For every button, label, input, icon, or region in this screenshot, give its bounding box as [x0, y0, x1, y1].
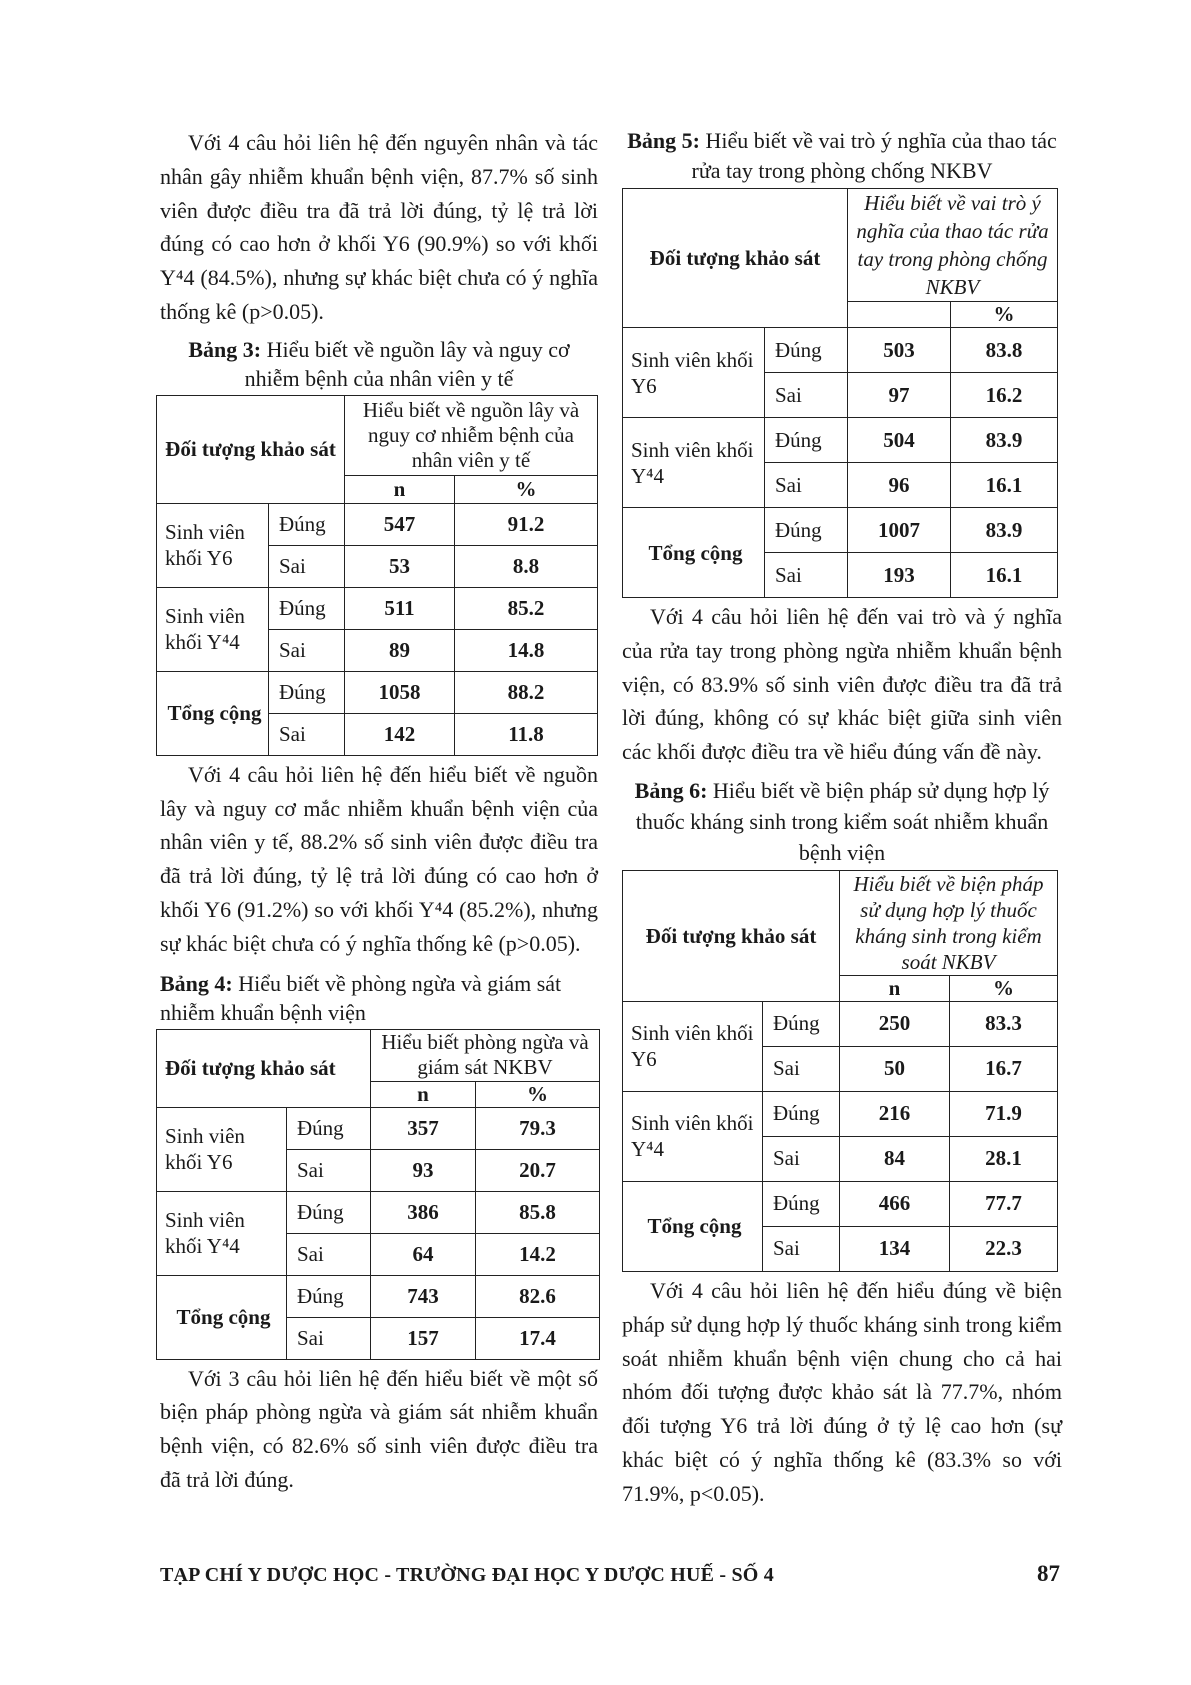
table4-n: 64 [371, 1233, 476, 1275]
table3-pct: 91.2 [455, 503, 598, 545]
table5-sub: Sai [765, 553, 848, 598]
table4-n: 157 [371, 1317, 476, 1359]
table4-n: 743 [371, 1275, 476, 1317]
table5-title: Hiểu biết về vai trò ý nghĩa của thao tác rửa tay trong phòng chống NKBV [691, 128, 1057, 183]
table6-n: 216 [840, 1091, 950, 1136]
table3-col-pct: % [455, 475, 598, 503]
table5-pct: 83.9 [951, 418, 1058, 463]
table3-header-object: Đối tượng khảo sát [157, 395, 345, 503]
table3-sub: Sai [269, 545, 345, 587]
table5-n: 503 [848, 328, 951, 373]
table3-n: 1058 [345, 671, 455, 713]
table4 [156, 1029, 600, 1360]
table4-col-pct: % [476, 1081, 600, 1107]
paragraph-causes: Với 4 câu hỏi liên hệ đến nguyên nhân và tác nhân gây nhiễm khuẩn bệnh viện, 87.7% số sinh viên được điều tra đã trả lời đúng, tỷ lệ trả lời đúng có cao hơn ở khối Y6 (90.9%) so với khối Y⁴4 (84.5%), nhưng sự khác biệt chưa có ý nghĩa thống kê (p>0.05). [160, 130, 598, 324]
table4-caption [160, 969, 598, 1027]
table3-n: 89 [345, 629, 455, 671]
table4-title: Hiểu biết về phòng ngừa và giám sát nhiễm khuẩn bệnh viện [160, 970, 562, 1025]
paragraph-source: Với 4 câu hỏi liên hệ đến hiểu biết về nguồn lây và nguy cơ mắc nhiễm khuẩn bệnh viện của nhân viên y tế, 88.2% số sinh viên được điều tra đã trả lời đúng, tỷ lệ trả lời đúng có cao hơn ở khối Y6 (91.2%) so với khối Y⁴4 (85.2%), nhưng sự khác biệt chưa có ý nghĩa thống kê (p>0.05). [160, 761, 598, 956]
table3-n: 511 [345, 587, 455, 629]
table4-sub: Sai [287, 1149, 371, 1191]
table6-sub: Sai [763, 1136, 840, 1181]
table5-caption [622, 126, 1062, 186]
table6-pct: 28.1 [950, 1136, 1058, 1181]
table3-label: Bảng 3: [188, 336, 262, 362]
table4-header-object: Đối tượng khảo sát [157, 1029, 371, 1107]
table6-n: 250 [840, 1001, 950, 1046]
table3-n: 53 [345, 545, 455, 587]
table4-label: Bảng 4: [160, 970, 233, 996]
table6-pct: 22.3 [950, 1226, 1058, 1271]
table3-caption [160, 335, 598, 393]
table6-caption [622, 775, 1062, 868]
table6-sub: Sai [763, 1226, 840, 1271]
table3-sub: Đúng [269, 503, 345, 545]
table6-group-total: Tổng cộng [623, 1181, 763, 1271]
table3-group-total: Tổng cộng [157, 671, 269, 755]
table6-group-y6: Sinh viên khối Y6 [623, 1001, 763, 1091]
table4-pct: 82.6 [476, 1275, 600, 1317]
table3 [156, 395, 598, 756]
table5-group-y44: Sinh viên khối Y⁴4 [623, 418, 765, 508]
table3-pct: 8.8 [455, 545, 598, 587]
table6 [622, 870, 1058, 1272]
table6-n: 466 [840, 1181, 950, 1226]
table6-n: 84 [840, 1136, 950, 1181]
page-number: 87 [1037, 1561, 1060, 1586]
table5-pct: 83.9 [951, 508, 1058, 553]
table6-header-object: Đối tượng khảo sát [623, 870, 840, 1001]
table3-group-y44: Sinh viên khối Y⁴4 [157, 587, 269, 671]
paragraph-antibiotics: Với 4 câu hỏi liên hệ đến hiểu đúng về biện pháp sử dụng hợp lý thuốc kháng sinh trong kiểm soát nhiễm khuẩn bệnh viện chung cho cả hai nhóm đối tượng được khảo sát là 77.7%, nhóm đối tượng Y6 trả lời đúng ở tỷ lệ cao hơn (sự khác biệt có ý nghĩa thống kê (83.3% so với 71.9%, p<0.05). [622, 1277, 1062, 1506]
table5-label: Bảng 5: [627, 128, 700, 153]
table5-sub: Đúng [765, 418, 848, 463]
table3-title: Hiểu biết về nguồn lây và nguy cơ nhiễm bệnh của nhân viên y tế [244, 336, 570, 391]
table4-n: 386 [371, 1191, 476, 1233]
table5-sub: Đúng [765, 328, 848, 373]
table3-sub: Sai [269, 713, 345, 755]
table6-col-n: n [840, 975, 950, 1001]
table5-n: 193 [848, 553, 951, 598]
paragraph-handwashing: Với 4 câu hỏi liên hệ đến vai trò và ý nghĩa của rửa tay trong phòng ngừa nhiễm khuẩn bệnh viện, có 83.9% số sinh viên được điều tra đã trả lời đúng, không có sự khác biệt giữa sinh viên các khối được điều tra về hiểu đúng vấn đề này. [622, 604, 1062, 765]
table3-sub: Sai [269, 629, 345, 671]
table4-sub: Sai [287, 1233, 371, 1275]
table4-pct: 20.7 [476, 1149, 600, 1191]
table6-sub: Đúng [763, 1181, 840, 1226]
table6-group-y44: Sinh viên khối Y⁴4 [623, 1091, 763, 1181]
table3-sub: Đúng [269, 587, 345, 629]
table3-sub: Đúng [269, 671, 345, 713]
paragraph-prevention: Với 3 câu hỏi liên hệ đến hiểu biết về một số biện pháp phòng ngừa và giám sát nhiễm khuẩn bệnh viện, có 82.6% số sinh viên được điều tra đã trả lời đúng. [160, 1365, 598, 1492]
table6-sub: Đúng [763, 1091, 840, 1136]
table5-group-total: Tổng cộng [623, 508, 765, 598]
table4-sub: Sai [287, 1317, 371, 1359]
table5 [622, 188, 1058, 598]
table6-n: 50 [840, 1046, 950, 1091]
table5-col-pct: % [951, 302, 1058, 328]
table4-pct: 85.8 [476, 1191, 600, 1233]
table3-header-main: Hiểu biết về nguồn lây và nguy cơ nhiễm bệnh của nhân viên y tế [345, 395, 598, 475]
table4-pct: 17.4 [476, 1317, 600, 1359]
table6-label: Bảng 6: [634, 777, 708, 803]
table6-pct: 71.9 [950, 1091, 1058, 1136]
table5-group-y6: Sinh viên khối Y6 [623, 328, 765, 418]
table4-sub: Đúng [287, 1191, 371, 1233]
table6-sub: Đúng [763, 1001, 840, 1046]
table6-pct: 16.7 [950, 1046, 1058, 1091]
table4-col-n: n [371, 1081, 476, 1107]
table4-group-total: Tổng cộng [157, 1275, 287, 1359]
table5-n: 96 [848, 463, 951, 508]
table5-col-n [848, 302, 951, 328]
table4-pct: 14.2 [476, 1233, 600, 1275]
table4-sub: Đúng [287, 1275, 371, 1317]
table5-pct: 16.1 [951, 553, 1058, 598]
table5-sub: Sai [765, 463, 848, 508]
table4-n: 357 [371, 1107, 476, 1149]
table5-sub: Đúng [765, 508, 848, 553]
table4-pct: 79.3 [476, 1107, 600, 1149]
table3-n: 142 [345, 713, 455, 755]
table3-pct: 85.2 [455, 587, 598, 629]
table5-n: 97 [848, 373, 951, 418]
left-column [160, 126, 598, 1497]
table3-pct: 88.2 [455, 671, 598, 713]
table6-sub: Sai [763, 1046, 840, 1091]
table4-n: 93 [371, 1149, 476, 1191]
table3-pct: 14.8 [455, 629, 598, 671]
table6-pct: 83.3 [950, 1001, 1058, 1046]
table4-group-y6: Sinh viên khối Y6 [157, 1107, 287, 1191]
table6-title: Hiểu biết về biện pháp sử dụng hợp lý thuốc kháng sinh trong kiểm soát nhiễm khuẩn bệnh viện [635, 777, 1050, 865]
table5-pct: 83.8 [951, 328, 1058, 373]
table4-group-y44: Sinh viên khối Y⁴4 [157, 1191, 287, 1275]
table4-header-main: Hiểu biết phòng ngừa và giám sát NKBV [371, 1029, 600, 1081]
right-column [622, 126, 1062, 1511]
table5-n: 504 [848, 418, 951, 463]
journal-footer: TẠP CHÍ Y DƯỢC HỌC - TRƯỜNG ĐẠI HỌC Y DƯỢC HUẾ - SỐ 4 [160, 1564, 774, 1586]
table3-col-n: n [345, 475, 455, 503]
table5-pct: 16.1 [951, 463, 1058, 508]
table3-n: 547 [345, 503, 455, 545]
table6-col-pct: % [950, 975, 1058, 1001]
table5-pct: 16.2 [951, 373, 1058, 418]
table5-sub: Sai [765, 373, 848, 418]
table5-n: 1007 [848, 508, 951, 553]
table5-header-main: Hiểu biết về vai trò ý nghĩa của thao tác rửa tay trong phòng chống NKBV [848, 189, 1058, 302]
table6-pct: 77.7 [950, 1181, 1058, 1226]
table4-sub: Đúng [287, 1107, 371, 1149]
table3-group-y6: Sinh viên khối Y6 [157, 503, 269, 587]
table6-n: 134 [840, 1226, 950, 1271]
table6-header-main: Hiểu biết về biện pháp sử dụng hợp lý thuốc kháng sinh trong kiểm soát NKBV [840, 870, 1058, 975]
table5-header-object: Đối tượng khảo sát [623, 189, 848, 328]
table3-pct: 11.8 [455, 713, 598, 755]
